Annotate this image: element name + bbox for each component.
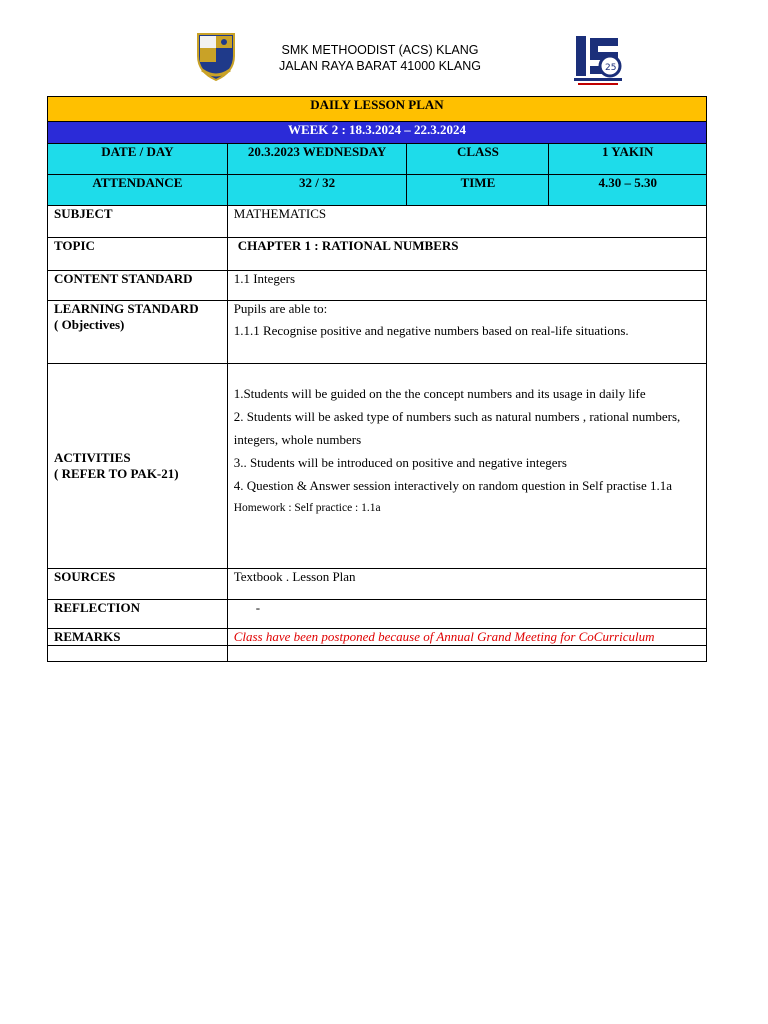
lesson-plan-table — [47, 96, 707, 662]
school-address: JALAN RAYA BARAT 41000 KLANG — [279, 59, 481, 73]
class-value: 1 YAKIN — [549, 144, 707, 175]
week-row — [48, 122, 707, 144]
empty-cell — [48, 646, 228, 662]
topic-row — [48, 238, 707, 271]
plan-title: DAILY LESSON PLAN — [48, 97, 707, 122]
activity-item: 1.Students will be guided on the the concept numbers and its usage in daily life — [233, 386, 646, 401]
sources-row — [48, 569, 707, 600]
attendance-value: 32 / 32 — [227, 175, 407, 206]
learning-objective: 1.1.1 Recognise positive and negative numbers based on real-life situations. — [233, 323, 629, 338]
attendance-row — [48, 175, 707, 206]
activities-value-cell — [227, 364, 706, 569]
content-standard-value: 1.1 Integers — [227, 271, 706, 301]
sources-value: Textbook . Lesson Plan — [227, 569, 706, 600]
learning-standard-value-cell — [227, 301, 706, 364]
remarks-label: REMARKS — [48, 629, 228, 646]
date-value: 20.3.2023 WEDNESDAY — [227, 144, 407, 175]
topic-label: TOPIC — [48, 238, 228, 271]
reflection-label: REFLECTION — [48, 600, 228, 629]
time-label: TIME — [407, 175, 549, 206]
subject-row — [48, 206, 707, 238]
topic-value: CHAPTER 1 : RATIONAL NUMBERS — [227, 238, 706, 271]
week-prefix: WEEK — [287, 122, 329, 137]
subject-label: SUBJECT — [48, 206, 228, 238]
activities-label: ACTIVITIES — [54, 450, 131, 465]
learning-standard-label: LEARNING STANDARD — [54, 301, 199, 316]
activity-item: 4. Question & Answer session interactively on random question in Self practise 1.1a — [233, 478, 673, 493]
activities-sublabel: ( REFER TO PAK-21) — [54, 466, 179, 481]
week-cell — [48, 122, 707, 144]
learning-standard-label-cell — [48, 301, 228, 364]
content-standard-row — [48, 271, 707, 301]
week-dates: 2 : 18.3.2024 – 22.3.2024 — [328, 122, 467, 137]
time-value: 4.30 – 5.30 — [549, 175, 707, 206]
activities-label-cell — [48, 364, 228, 569]
school-name: SMK METHOODIST (ACS) KLANG — [281, 43, 479, 57]
sources-label: SOURCES — [48, 569, 228, 600]
homework: Homework : Self practice : 1.1a — [233, 502, 381, 514]
activity-item: 3.. Students will be introduced on positive and negative integers — [233, 455, 567, 470]
date-label: DATE / DAY — [48, 144, 228, 175]
title-row — [48, 97, 707, 122]
activity-item: 2. Students will be asked type of numbers such as natural numbers , rational numbers, integers, whole numbers — [233, 409, 681, 447]
class-label: CLASS — [407, 144, 549, 175]
remarks-value: Class have been postponed because of Annual Grand Meeting for CoCurriculum — [227, 629, 706, 646]
empty-cell — [227, 646, 706, 662]
empty-row — [48, 646, 707, 662]
learning-intro: Pupils are able to: — [233, 301, 328, 316]
reflection-row — [48, 600, 707, 629]
document-header — [0, 0, 768, 95]
activities-row — [48, 364, 707, 569]
school-crest-icon — [192, 30, 240, 82]
learning-standard-sublabel: ( Objectives) — [54, 317, 125, 332]
ministry-logo-icon — [570, 34, 626, 88]
subject-value: MATHEMATICS — [227, 206, 706, 238]
school-info — [250, 42, 510, 74]
content-standard-label: CONTENT STANDARD — [48, 271, 228, 301]
attendance-label: ATTENDANCE — [48, 175, 228, 206]
remarks-row — [48, 629, 707, 646]
reflection-value: - — [227, 600, 706, 629]
learning-standard-row — [48, 301, 707, 364]
date-row — [48, 144, 707, 175]
svg-text:25: 25 — [605, 63, 617, 73]
